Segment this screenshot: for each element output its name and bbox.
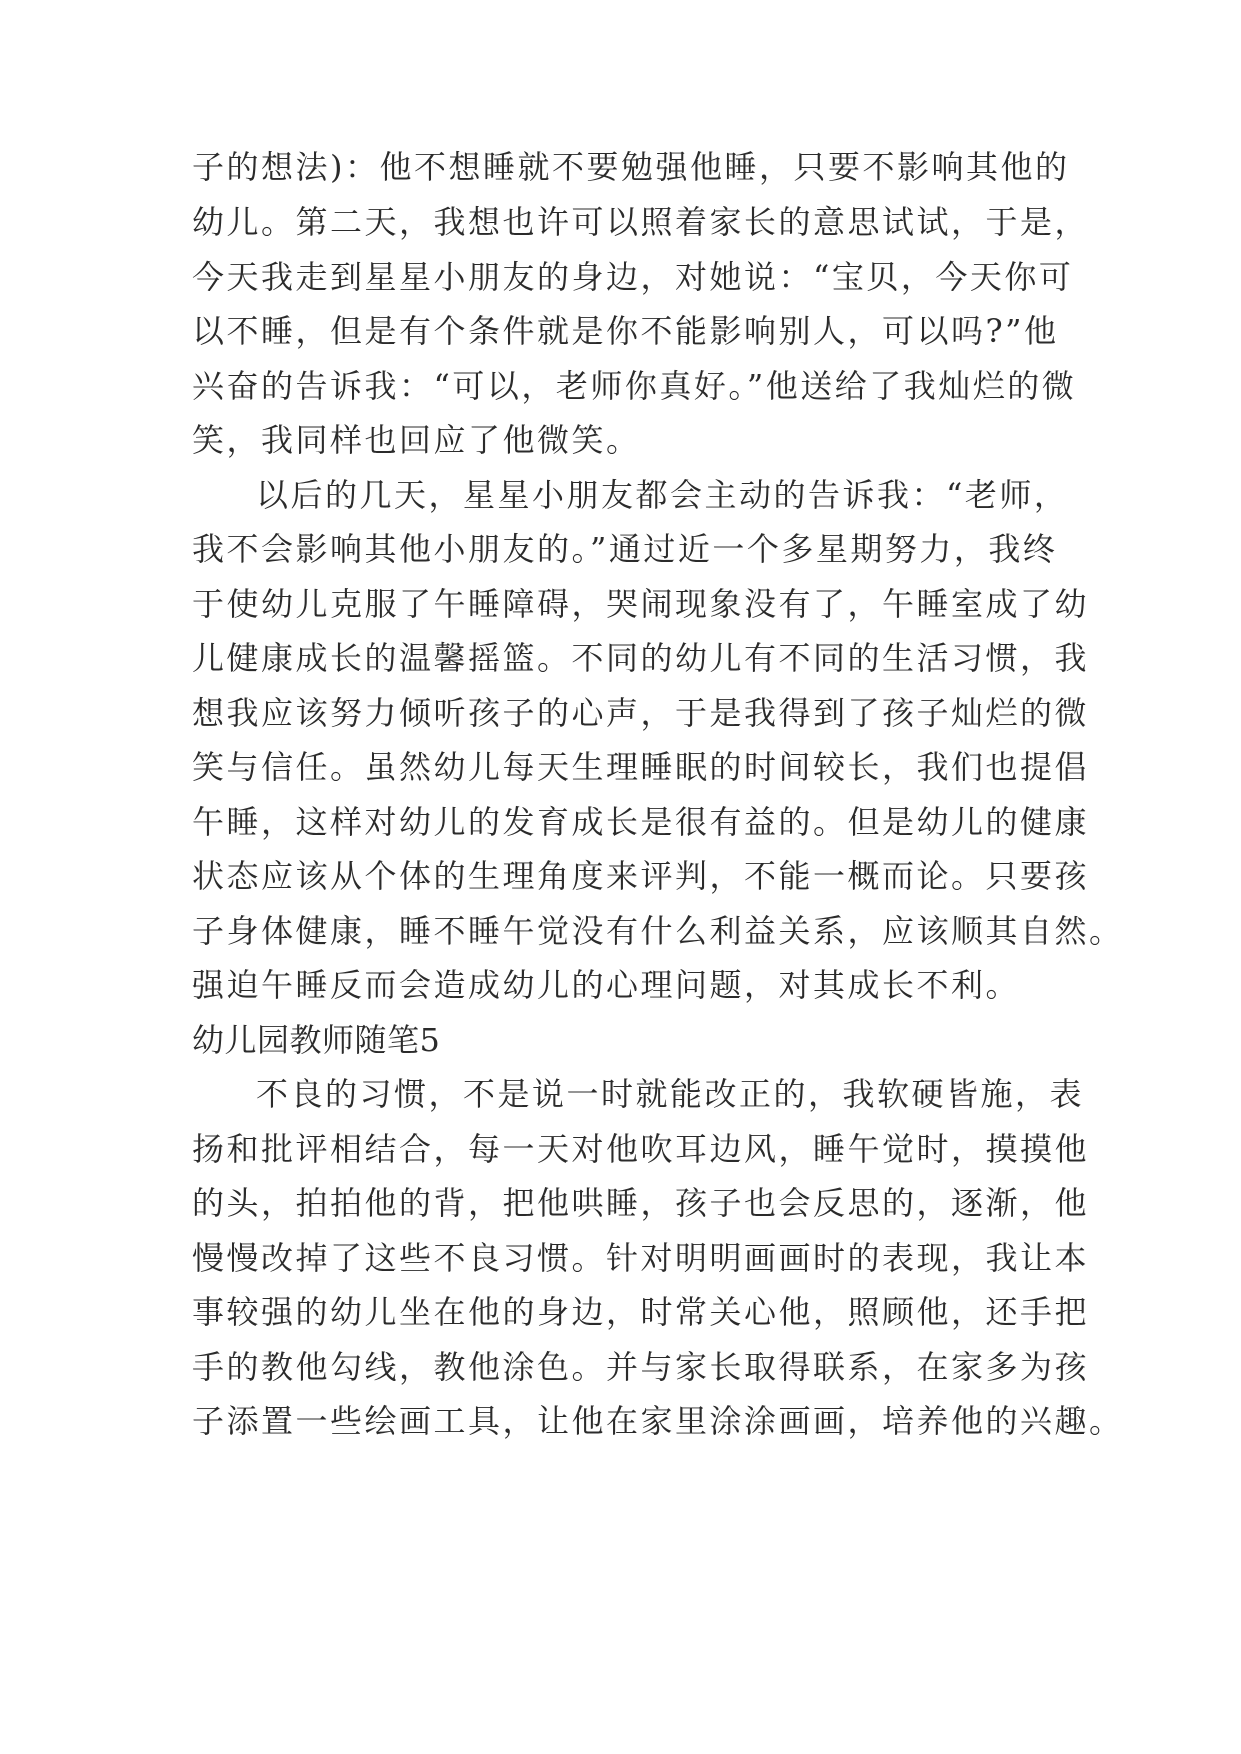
paragraph-line: 幼儿。第二天，我想也许可以照着家长的意思试试，于是， bbox=[192, 203, 1090, 241]
paragraph-line: 今天我走到星星小朋友的身边，对她说：“宝贝，今天你可 bbox=[192, 258, 1074, 296]
paragraph-line: 笑与信任。虽然幼儿每天生理睡眠的时间较长，我们也提倡 bbox=[192, 748, 1090, 786]
paragraph-first-line: 以后的几天，星星小朋友都会主动的告诉我：“老师， bbox=[256, 476, 1069, 514]
paragraph-line: 子添置一些绘画工具，让他在家里涂涂画画，培养他的兴趣。 bbox=[192, 1402, 1124, 1440]
paragraph-line: 子身体健康，睡不睡午觉没有什么利益关系，应该顺其自然。 bbox=[192, 912, 1124, 950]
paragraph-line: 于使幼儿克服了午睡障碍，哭闹现象没有了，午睡室成了幼 bbox=[192, 585, 1090, 623]
paragraph-line: 手的教他勾线，教他涂色。并与家长取得联系，在家多为孩 bbox=[192, 1348, 1090, 1386]
paragraph-first-line: 不良的习惯，不是说一时就能改正的，我软硬皆施，表 bbox=[256, 1075, 1085, 1113]
paragraph-line: 状态应该从个体的生理角度来评判，不能一概而论。只要孩 bbox=[192, 857, 1090, 895]
paragraph-line: 想我应该努力倾听孩子的心声，于是我得到了孩子灿烂的微 bbox=[192, 694, 1090, 732]
paragraph-line: 儿健康成长的温馨摇篮。不同的幼儿有不同的生活习惯，我 bbox=[192, 639, 1090, 677]
paragraph-line: 扬和批评相结合，每一天对他吹耳边风，睡午觉时，摸摸他 bbox=[192, 1130, 1090, 1168]
paragraph-line: 事较强的幼儿坐在他的身边，时常关心他，照顾他，还手把 bbox=[192, 1293, 1090, 1331]
paragraph-line: 兴奋的告诉我：“可以，老师你真好。”他送给了我灿烂的微 bbox=[192, 367, 1077, 405]
section-heading: 幼儿园教师随笔5 bbox=[192, 1021, 441, 1059]
paragraph-line: 午睡，这样对幼儿的发育成长是很有益的。但是幼儿的健康 bbox=[192, 803, 1090, 841]
paragraph-line: 子的想法)：他不想睡就不要勉强他睡，只要不影响其他的 bbox=[192, 148, 1070, 186]
paragraph-line: 笑，我同样也回应了他微笑。 bbox=[192, 421, 641, 459]
paragraph-line: 强迫午睡反而会造成幼儿的心理问题，对其成长不利。 bbox=[192, 966, 1021, 1004]
paragraph-line: 我不会影响其他小朋友的。”通过近一个多星期努力，我终 bbox=[192, 530, 1058, 568]
paragraph-line: 以不睡，但是有个条件就是你不能影响别人，可以吗?”他 bbox=[192, 312, 1059, 350]
paragraph-line: 慢慢改掉了这些不良习惯。针对明明画画时的表现，我让本 bbox=[192, 1239, 1090, 1277]
paragraph-line: 的头，拍拍他的背，把他哄睡，孩子也会反思的，逐渐，他 bbox=[192, 1184, 1090, 1222]
